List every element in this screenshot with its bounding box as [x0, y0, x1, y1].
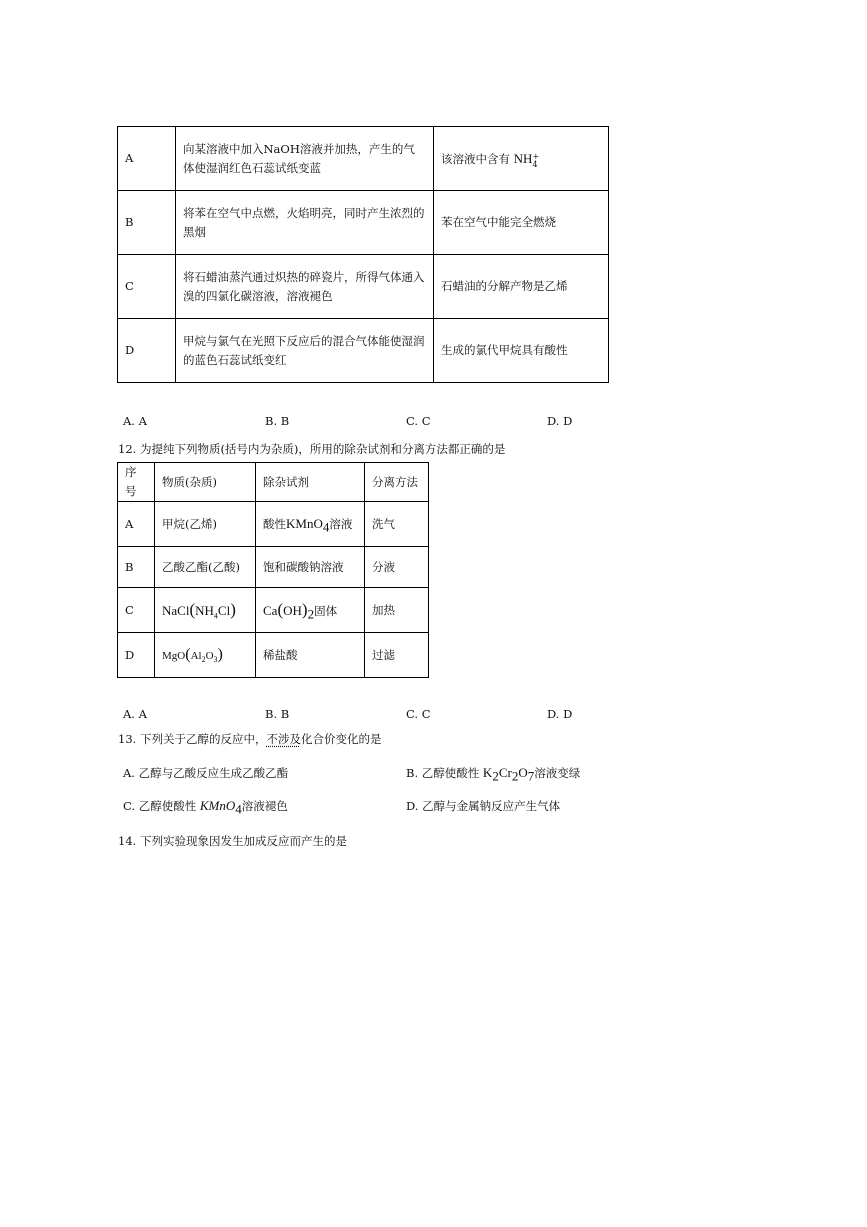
header-reagent: 除杂试剂	[256, 463, 365, 502]
table-row	[118, 633, 429, 678]
reagent-cell: $Ca(OH)_2$固体	[256, 588, 365, 633]
substance-cell: $NaCl(NH_4Cl)$	[155, 588, 256, 633]
q13-option-b[interactable]: B. 乙醇使酸性 $K_2Cr_2O_7$溶液变绿	[406, 765, 581, 784]
option-b[interactable]: B. B	[265, 414, 290, 428]
method-cell: 过滤	[365, 633, 429, 678]
option-c[interactable]: C. C	[406, 414, 431, 428]
reagent-cell: 稀盐酸	[256, 633, 365, 678]
row-label: C	[118, 255, 176, 319]
option-a[interactable]: A. A	[123, 414, 147, 428]
operation-cell: 甲烷与氯气在光照下反应后的混合气体能使湿润的蓝色石蕊试纸变红	[176, 319, 434, 383]
q11-options	[123, 414, 743, 430]
experiment-table	[117, 126, 609, 383]
reagent-cell: 饱和碳酸钠溶液	[256, 547, 365, 588]
option-b[interactable]: B. B	[265, 707, 290, 721]
table-row	[118, 588, 429, 633]
conclusion-cell: 苯在空气中能完全燃烧	[434, 191, 609, 255]
conclusion-cell: 生成的氯代甲烷具有酸性	[434, 319, 609, 383]
reagent-cell: 酸性KMnO$_4$溶液	[256, 502, 365, 547]
row-label: D	[118, 633, 155, 678]
operation-cell: 向某溶液中加入NaOH溶液并加热，产生的气体使湿润红色石蕊试纸变蓝	[176, 127, 434, 191]
conclusion-cell: 石蜡油的分解产物是乙烯	[434, 255, 609, 319]
row-label: B	[118, 547, 155, 588]
substance-cell: $MgO(Al_2O_3)$	[155, 633, 256, 678]
option-d[interactable]: D. D	[547, 707, 573, 721]
q14-stem: 14. 下列实验现象因发生加成反应而产生的是	[118, 834, 347, 848]
emphasis-text: 不涉及	[266, 732, 301, 746]
conclusion-cell: 该溶液中含有 NH + 4	[434, 127, 609, 191]
option-a[interactable]: A. A	[123, 707, 147, 721]
row-label: A	[118, 127, 176, 191]
substance-cell: 甲烷(乙烯)	[155, 502, 256, 547]
header-method: 分离方法	[365, 463, 429, 502]
substance-cell: 乙酸乙酯(乙酸)	[155, 547, 256, 588]
q13-option-c[interactable]: C. 乙醇使酸性 KMnO$_4$溶液褪色	[123, 798, 288, 817]
table-row	[118, 547, 429, 588]
row-label: C	[118, 588, 155, 633]
header-substance: 物质(杂质)	[155, 463, 256, 502]
table-header-row	[118, 463, 429, 502]
q13-stem: 13. 下列关于乙醇的反应中，不涉及化合价变化的是	[118, 732, 382, 746]
operation-cell: 将石蜡油蒸汽通过炽热的碎瓷片，所得气体通入溴的四氯化碳溶液，溶液褪色	[176, 255, 434, 319]
table-row	[118, 319, 609, 383]
table-row	[118, 255, 609, 319]
q13-option-d[interactable]: D. 乙醇与金属钠反应产生气体	[406, 799, 561, 813]
row-label: A	[118, 502, 155, 547]
operation-cell: 将苯在空气中点燃，火焰明亮，同时产生浓烈的黑烟	[176, 191, 434, 255]
q12-stem: 12. 为提纯下列物质(括号内为杂质)，所用的除杂试剂和分离方法都正确的是	[118, 442, 506, 456]
option-d[interactable]: D. D	[547, 414, 573, 428]
table-row	[118, 127, 609, 191]
row-label: B	[118, 191, 176, 255]
purification-table	[117, 462, 429, 678]
option-c[interactable]: C. C	[406, 707, 431, 721]
header-index: 序号	[118, 463, 155, 502]
method-cell: 加热	[365, 588, 429, 633]
method-cell: 分液	[365, 547, 429, 588]
row-label: D	[118, 319, 176, 383]
table-row	[118, 502, 429, 547]
table-row	[118, 191, 609, 255]
q12-options	[123, 707, 743, 723]
q13-option-a[interactable]: A. 乙醇与乙酸反应生成乙酸乙酯	[123, 766, 289, 780]
method-cell: 洗气	[365, 502, 429, 547]
